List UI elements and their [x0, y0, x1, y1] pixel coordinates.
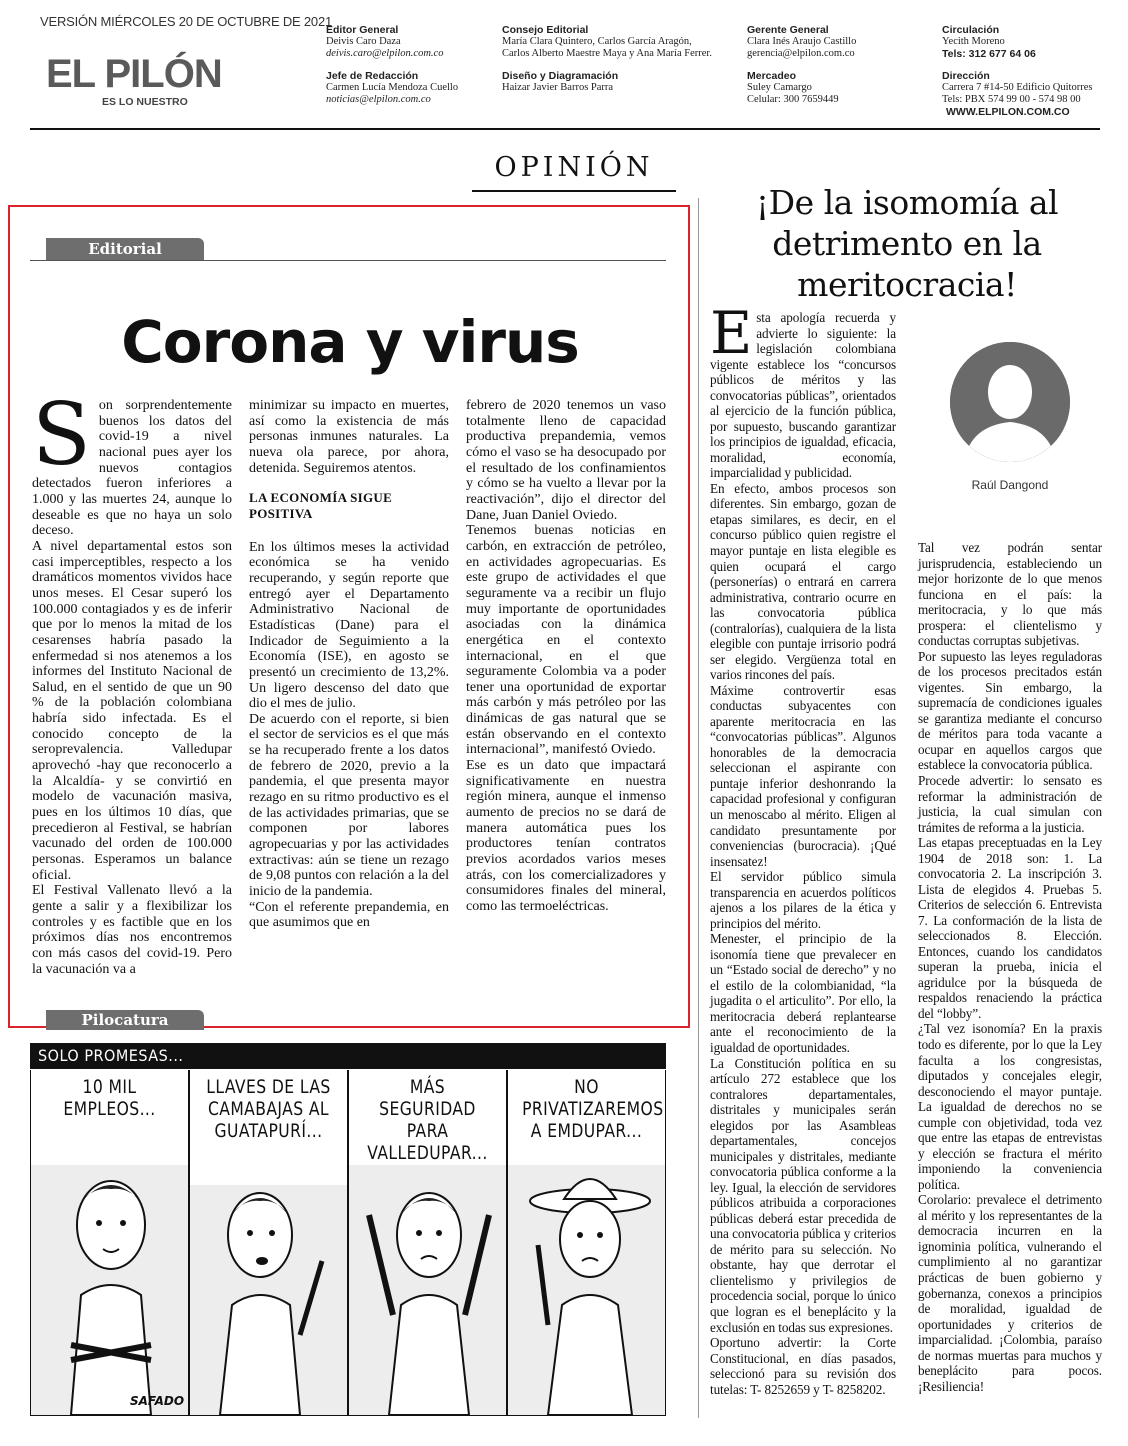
editorial-label: Editorial — [46, 238, 204, 260]
staff-phone: Tels: PBX 574 99 00 - 574 98 00 — [942, 94, 1081, 106]
staff-column-4 — [942, 24, 1112, 118]
politician-caricature-icon — [190, 1165, 348, 1415]
paragraph: La Constitución política en su artículo 272 establece que los contralores departamentales, distritales y municipales serán elegidos por las Asambleas departamentales, concejos municipales y distritales, mediante convocatoria pública conforme a la ley. Igual, la elección de servidores públicos atribuida a corporaciones públicas deberá estar precedida de una convocatoria pública y criterios de mérito para su selección. No obstante, hay que derrotar el clientelismo y privilegios de procedencia social, porque lo único que logran es el beneplácito y la exclusión en todas sus expresiones. — [710, 1055, 896, 1335]
drop-cap: E — [710, 299, 753, 367]
paragraph: “Con el referente prepandemia, en que asumimos que en — [249, 899, 449, 931]
panel-caption: NO PRIVATIZAREMOS A EMDUPAR... — [522, 1076, 664, 1142]
panel-caption: LLAVES DE LAS CAMABAJAS AL GUATAPURÍ... — [206, 1076, 331, 1142]
column-text-2 — [918, 540, 1102, 1394]
masthead-divider — [30, 128, 1100, 130]
paragraph: Máxime controvertir esas conductas subyacentes con aparente meritocracia en las “convocatorias públicas”. Algunos honorables de la democracia seleccionan el aspirante con puntaje inferior deshonrando la capacidad profesional y configuran un menoscabo al mérito. Eligen al candidato presuntamente por conveniencias (burocracia). ¡Qué insensatez! — [710, 682, 896, 869]
paragraph: Tenemos buenas noticias en carbón, en extracción de petróleo, en actividades agropecuarias. Es este grupo de actividades el que seguramente va a recibir un flujo muy importante de oportunidades asociadas con la dinámica energética en el contexto internacional, en el que seguramente Colombia va a poder tener una oportunidad de exportar más carbón y más petróleo por las dinámicas de gas natural que se están observando en el contexto internacional”, manifestó Oviedo. — [466, 523, 666, 758]
cartoon-panel-3[interactable] — [348, 1070, 507, 1416]
politician-caricature-icon — [349, 1145, 507, 1415]
paragraph: minimizar su impacto en muertes, así como la existencia de más personas inmunes naturales. La nueva ola parece, por ahora, detenida. Seguiremos atentos. — [249, 398, 449, 476]
website-link[interactable]: WWW.ELPILON.COM.CO — [946, 106, 1070, 119]
cartoon-panel-1[interactable] — [30, 1070, 189, 1416]
staff-email[interactable]: deivis.caro@elpilon.com.co — [326, 48, 444, 60]
politician-with-hat-icon — [508, 1145, 666, 1415]
paragraph: El Festival Vallenato llevó a la gente a salir y a flexibilizar los controles y es factible que en los próximos días nos encontremos con más casos del covid-19. Pero la vacunación va a — [32, 883, 232, 977]
staff-column-1 — [326, 24, 496, 106]
staff-name: María Clara Quintero, Carlos García Aragón, Carlos Alberto Maestre Maya y Ana María Ferrer. — [502, 36, 712, 60]
staff-name: Clara Inés Araujo Castillo — [747, 36, 857, 48]
editorial-subheading: LA ECONOMÍA SIGUE POSITIVA — [249, 490, 393, 521]
column-divider — [698, 198, 699, 1418]
paragraph: Tal vez podrán sentar jurisprudencia, estableciendo un mejor horizonte de lo que menos funciona en el país: la meritocracia, y lo que más prospera: el clientelismo y conductas corruptas subjetivas. — [918, 540, 1102, 649]
cartoon-panel-2[interactable] — [189, 1070, 348, 1416]
section-title: OPINIÓN — [472, 152, 676, 192]
column-text-1 — [710, 299, 896, 1397]
drop-cap: S — [32, 385, 91, 485]
staff-email[interactable]: noticias@elpilon.com.co — [326, 94, 431, 106]
paragraph: Corolario: prevalece el detrimento al mérito y los representantes de la democracia incurren en la ignominia política, vulnerando el cumplimiento al no garantizar prácticas de buen gobierno y gobernanza, conexos a principios de moralidad, igualdad de oportunidades y criterios de imparcialidad. ¡Colombia, paraíso de normas muertas para muchos y beneplácito para pocos. ¡Resiliencia! — [918, 1192, 1102, 1394]
newspaper-slogan: ES LO NUESTRO — [102, 96, 188, 108]
staff-role: Consejo Editorial — [502, 24, 589, 36]
cartoon-strip-title: SOLO PROMESAS... — [30, 1043, 666, 1069]
staff-role: Dirección — [942, 69, 990, 82]
panel-caption: 10 MIL EMPLEOS... — [63, 1076, 156, 1120]
paragraph: A nivel departamental estos son casi imperceptibles, respecto a los dramáticos momentos vividos hace unos meses. El Cesar superó los 100.000 contagiados y es de inferir que por lo menos la mitad de los cesarenses habría pasado la enfermedad si nos atenemos a los informes del Instituto Nacional de Salud, en el sentido de que un 90 % de la población colombiana habría sido infectada. Es el conocido concepto de la seroprevalencia. Valledupar aprovechó -hay que reconocerlo a la Alcaldía- y se convirtió en modelo de vacunación masiva, pues en los últimos 10 días, que precedieron al Festival, se habrían vacunado del orden de 100.000 personas. Esperamos un balance oficial. — [32, 538, 232, 883]
staff-name: Haizar Javier Barros Parra — [502, 81, 614, 93]
staff-name: Carmen Lucía Mendoza Cuello — [326, 81, 459, 93]
editorial-column-1 — [32, 385, 232, 977]
paragraph: El servidor público simula transparencia en acuerdos políticos ajenos a los pilares de la ética y principios del mérito. — [710, 869, 896, 931]
staff-role: Circulación — [942, 24, 1000, 36]
paragraph: En efecto, ambos procesos son diferentes. Sin embargo, gozan de etapas similares, es decir, en el concurso público quien registre el mayor puntaje en lista elegible es quien ocupará el cargo (personerías) o entrará en carrera administrativa, contrario ocurre en las convocatoria pública (contralorías), cualquiera de la lista elegible con puntaje irrisorio podrá ser elegido. Vergüenza total en varios rincones del país. — [710, 480, 896, 683]
paragraph: De acuerdo con el reporte, si bien el sector de servicios es el que más se ha recuperado frente a los datos de febrero de 2020, previo a la pandemia, el que presenta mayor rezago en su ritmo productivo es el de las actividades primarias, que se componen por labores agropecuarias y por las actividades extractivas: aún se tiene un rezago de 9,08 puntos con relación a la del inicio de la pandemia. — [249, 711, 449, 900]
paragraph: Ese es un dato que impactará significativamente en nuestra región minera, aunque el inmenso aumento de precios no se dará de manera automática pues los productores tenían contratos previos acordados varios meses atrás, con los comercializadores y consumidores finales del mineral, como las termoeléctricas. — [466, 758, 666, 914]
column-headline: ¡De la isomomía al detrimento en la meritocracia! — [755, 183, 1059, 304]
staff-address: Carrera 7 #14-50 Edificio Quitorres — [942, 81, 1093, 93]
staff-phone: Celular: 300 7659449 — [747, 94, 839, 106]
paragraph: ¿Tal vez isonomía? En la praxis todo es diferente, por lo que la Ley faculta a los congresistas, diputados y concejales elegir, desconociendo el mayor puntaje. La igualdad de derechos no se cumple con objetividad, toda vez que entre las etapas de entrevistas y elección se fractura el mérito imponiendo la conveniencia política. — [918, 1021, 1102, 1192]
staff-email[interactable]: gerencia@elpilon.com.co — [747, 48, 855, 60]
politician-caricature-icon — [31, 1145, 189, 1415]
newspaper-logo[interactable]: EL PILÓN — [46, 52, 222, 96]
paragraph: En los últimos meses la actividad económica se ha venido recuperando, y según reporte que entregó ayer el Departamento Administrativo Nacional de Estadísticas (Dane) para el Indicador de Seguimiento a la Economía (ISE), en agosto se presentó un crecimiento de 13,2%. Un ligero descenso del dato que dio el mes de julio. — [249, 539, 449, 712]
staff-phone: Tels: 312 677 64 06 — [942, 48, 1036, 61]
paragraph: febrero de 2020 tenemos un vaso totalmente lleno de capacidad productiva prepandemia, vemos cómo el vaso se ha desocupado por el resultado de los confinamientos y cómo se ha vuelto a llevar por la reactivación”, dijo el director del Dane, Juan Daniel Oviedo. — [466, 398, 666, 523]
paragraph: on sorprendentemente buenos los datos del covid-19 a nivel nacional pues ayer los nuevos contagios detectados fueron inferiores a 1.000 y las muertes 24, aunque lo deseable es que no haya un solo deceso. — [32, 398, 232, 539]
cartoon-panel-4[interactable] — [507, 1070, 666, 1416]
staff-column-3 — [747, 24, 917, 106]
staff-name: Yecith Moreno — [942, 36, 1005, 48]
staff-role: Editor General — [326, 24, 399, 36]
staff-role: Gerente General — [747, 24, 829, 36]
paragraph: sta apología recuerda y advierte lo siguiente: la legislación colombiana vigente establece los “concursos públicos de méritos y las convocatorias públicas”, orientados al ejercicio de la función pública, por supuesto, buscando garantizar los principios de igualdad, eficacia, moralidad, economía, imparcialidad y publicidad. — [710, 310, 896, 481]
staff-role: Mercadeo — [747, 69, 797, 82]
paragraph: Procede advertir: lo sensato es reformar la administración de justicia, la cual simulan con trámites de reforma a la justicia. — [918, 772, 1102, 835]
editorial-label-rule — [30, 260, 666, 261]
staff-role: Jefe de Redacción — [326, 69, 419, 82]
edition-date: VERSIÓN MIÉRCOLES 20 DE OCTUBRE DE 2021 — [40, 14, 333, 29]
author-name: Raúl Dangond — [971, 478, 1049, 492]
paragraph: Las etapas preceptuadas en la Ley 1904 de 2018 son: 1. La convocatoria 2. La inscripción 3. Lista de elegidos 4. Pruebas 5. Criterios de selección 6. Entrevista 7. La conformación de la lista de seleccionados 8. Elección. Entonces, cuando los candidatos superan la prueba, inicia el agridulce por la búsqueda de respaldos renaciendo la práctica del “lobby”. — [918, 835, 1102, 1021]
staff-role: Diseño y Diagramación — [502, 69, 619, 82]
author-avatar-icon — [950, 342, 1070, 462]
editorial-column-2 — [249, 398, 449, 931]
editorial-headline: Corona y virus — [121, 308, 579, 376]
staff-column-2 — [502, 24, 714, 94]
staff-name: Deivis Caro Daza — [326, 36, 401, 48]
cartoonist-signature: SAFADO — [130, 1394, 185, 1408]
editorial-column-3 — [466, 398, 666, 915]
paragraph: Menester, el principio de la isonomía tiene que prevalecer en un “Estado social de derecho” y no el estilo de la colombianidad, “la jugadita o el articulito”. Por ello, la meritocracia deberá replantearse ante el reconocimiento de la igualdad de oportunidades. — [710, 931, 896, 1055]
pilocatura-label: Pilocatura — [46, 1010, 204, 1030]
panel-caption: MÁS SEGURIDAD PARA VALLEDUPAR... — [367, 1076, 488, 1164]
paragraph: Por supuesto las leyes reguladoras de los procesos precitados están vigentes. Sin embargo, la supremacía de condiciones iguales se garantiza mediante el concurso de méritos para toda vacante a ocupar en aquellos cargos que establece la convocatoria pública. — [918, 648, 1102, 773]
paragraph: Oportuno advertir: la Corte Constitucional, en días pasados, seleccionó para su revisión dos tutelas: T- 8252659 y T- 8258202. — [710, 1335, 896, 1397]
staff-name: Suley Camargo — [747, 81, 812, 93]
